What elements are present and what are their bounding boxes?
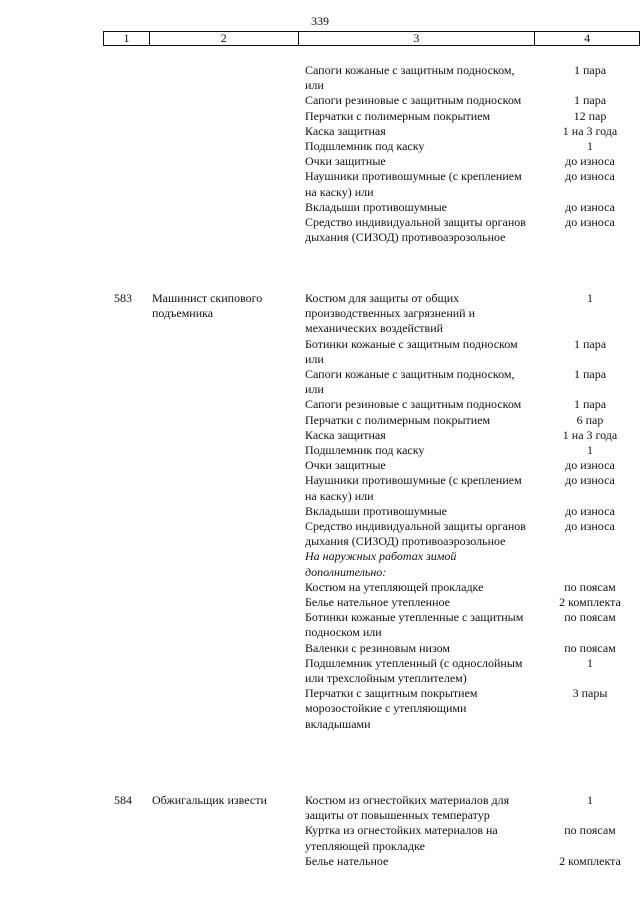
list-item	[0, 93, 640, 108]
ppe-quantity: 1 пара	[573, 367, 607, 382]
ppe-quantity: до износа	[565, 154, 615, 169]
list-item	[0, 200, 640, 215]
ppe-item: Подшлемник утепленный (с однослойным или трехслойным утеплителем)	[305, 655, 523, 686]
ppe-quantity: 1 пара	[573, 397, 607, 412]
ppe-quantity: 1	[587, 139, 593, 154]
ppe-quantity: 1	[587, 655, 593, 670]
list-item	[0, 109, 640, 124]
ppe-quantity: до износа	[565, 519, 615, 534]
list-item	[0, 397, 640, 412]
list-item	[0, 428, 640, 443]
list-item	[0, 793, 640, 823]
list-item	[0, 610, 640, 640]
ppe-quantity: 1 на 3 года	[562, 427, 618, 442]
ppe-quantity: 1 пара	[573, 63, 607, 77]
ppe-item: Валенки с резиновым низом	[305, 640, 451, 655]
list-item	[0, 337, 640, 367]
ppe-quantity: по поясам	[564, 610, 616, 625]
ppe-item: Костюм на утепляющей прокладке	[305, 579, 484, 594]
ppe-item: Сапоги резиновые с защитным подноском	[305, 397, 522, 412]
item-number: 584	[114, 793, 132, 807]
list-item	[0, 854, 640, 869]
section-note: На наружных работах зимой дополнительно:	[305, 549, 457, 579]
group-584	[0, 793, 640, 869]
ppe-quantity: до износа	[565, 473, 615, 488]
ppe-item: Костюм из огнестойких материалов для защиты от повышенных температур	[305, 793, 510, 823]
ppe-item: Средство индивидуальной защиты органов дыхания (СИЗОД) противоаэрозольное	[305, 519, 526, 549]
ppe-item: Белье нательное	[305, 853, 389, 868]
list-item	[0, 215, 640, 245]
ppe-item: Подшлемник под каску	[305, 139, 425, 154]
ppe-item: Сапоги кожаные с защитным подноском, или	[305, 63, 515, 93]
ppe-quantity: до износа	[565, 458, 615, 473]
list-item	[0, 580, 640, 595]
ppe-quantity: 1	[587, 443, 593, 458]
ppe-quantity: по поясам	[564, 640, 616, 655]
list-item	[0, 291, 640, 337]
ppe-item: Перчатки с полимерным покрытием	[305, 412, 491, 427]
ppe-item: Белье нательное утепленное	[305, 595, 450, 610]
column-header-row	[103, 31, 640, 46]
ppe-quantity: 6 пар	[576, 412, 604, 427]
ppe-quantity: 1	[587, 291, 593, 305]
list-item	[0, 641, 640, 656]
profession-name: Обжигальщик извести	[152, 793, 267, 807]
ppe-item: Сапоги резиновые с защитным подноском	[305, 93, 522, 108]
ppe-quantity: по поясам	[564, 579, 616, 594]
ppe-quantity: по поясам	[564, 823, 616, 838]
column-header-2: 2	[149, 32, 298, 46]
ppe-item: Средство индивидуальной защиты органов дыхания (СИЗОД) противоаэрозольное	[305, 215, 526, 245]
list-item	[0, 458, 640, 473]
ppe-quantity: 1 на 3 года	[562, 123, 618, 138]
list-item	[0, 656, 640, 686]
ppe-quantity: 1 пара	[573, 336, 607, 351]
list-item	[0, 473, 640, 503]
list-item	[0, 169, 640, 199]
ppe-item: Очки защитные	[305, 458, 386, 473]
list-item	[0, 124, 640, 139]
list-item	[0, 823, 640, 853]
ppe-item: Каска защитная	[305, 123, 386, 138]
list-item	[0, 139, 640, 154]
ppe-item: Подшлемник под каску	[305, 443, 425, 458]
ppe-item: Наушники противошумные (с креплением на каску) или	[305, 169, 522, 199]
ppe-quantity: 1 пара	[573, 93, 607, 108]
profession-name: Машинист скипового подъемника	[152, 291, 263, 321]
page-number: 339	[311, 14, 329, 28]
column-header-1: 1	[104, 32, 150, 46]
ppe-item: Перчатки с полимерным покрытием	[305, 108, 491, 123]
ppe-item: Куртка из огнестойких материалов на утепляющей прокладке	[305, 823, 498, 853]
group-583	[0, 291, 640, 732]
ppe-item: Вкладыши противошумные	[305, 503, 447, 518]
ppe-item: Наушники противошумные (с креплением на каску) или	[305, 473, 522, 503]
list-item	[0, 63, 640, 93]
list-item	[0, 519, 640, 549]
list-item	[0, 367, 640, 397]
ppe-quantity: до износа	[565, 215, 615, 230]
ppe-quantity: до износа	[565, 199, 615, 214]
ppe-item: Очки защитные	[305, 154, 386, 169]
ppe-quantity: 1	[587, 793, 593, 807]
ppe-item: Ботинки кожаные с защитным подноском или	[305, 336, 518, 366]
column-header-4: 4	[535, 32, 640, 46]
list-item	[0, 549, 640, 579]
list-item	[0, 595, 640, 610]
list-item	[0, 443, 640, 458]
ppe-quantity: 2 комплекта	[559, 595, 621, 610]
column-header-3: 3	[298, 32, 535, 46]
ppe-item: Ботинки кожаные утепленные с защитным подноском или	[305, 610, 524, 640]
ppe-quantity: до износа	[565, 169, 615, 184]
item-number: 583	[114, 291, 132, 305]
ppe-item: Костюм для защиты от общих производственных загрязнений и механических воздействий	[305, 291, 476, 336]
ppe-item: Сапоги кожаные с защитным подноском, или	[305, 367, 515, 397]
ppe-quantity: до износа	[565, 503, 615, 518]
list-item	[0, 504, 640, 519]
ppe-quantity: 3 пары	[572, 686, 608, 701]
ppe-item: Перчатки с защитным покрытием морозостойкие с утепляющими вкладышами	[305, 686, 478, 731]
ppe-quantity: 2 комплекта	[559, 853, 621, 868]
list-item	[0, 686, 640, 732]
ppe-item: Каска защитная	[305, 427, 386, 442]
ppe-item: Вкладыши противошумные	[305, 199, 447, 214]
list-item	[0, 413, 640, 428]
group-continued	[0, 63, 640, 245]
list-item	[0, 154, 640, 169]
ppe-quantity: 12 пар	[573, 108, 607, 123]
